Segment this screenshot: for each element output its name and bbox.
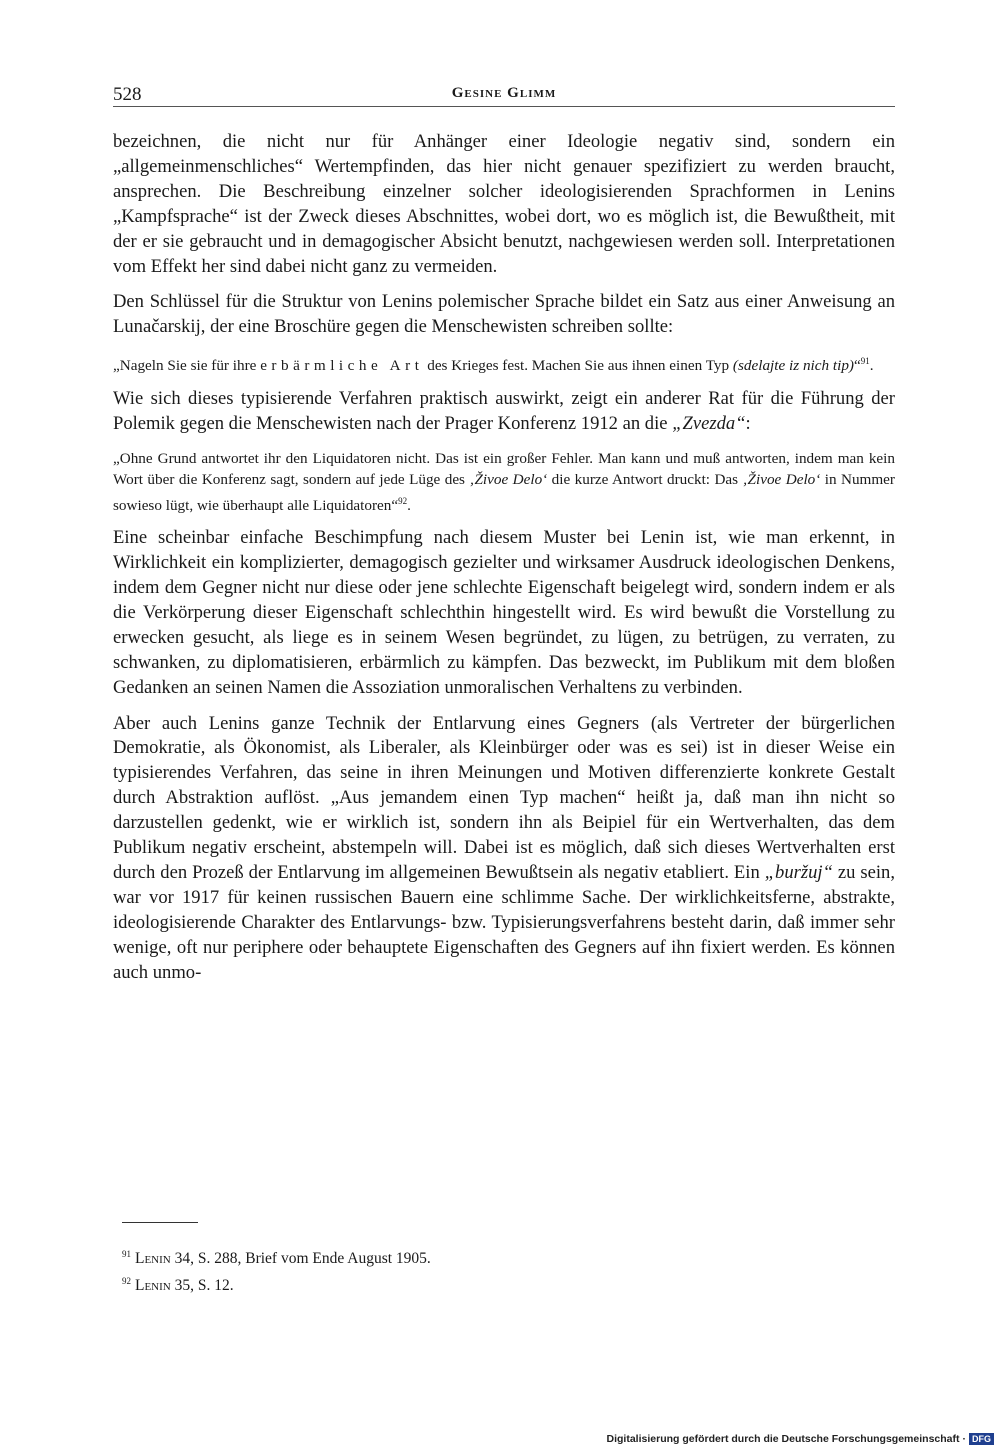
quote-text: die kurze Antwort druckt: Das <box>547 471 743 489</box>
footnote-92 <box>122 1270 882 1297</box>
page-header <box>113 84 895 107</box>
quote-text: . <box>869 357 874 375</box>
paragraph-5 <box>113 712 895 986</box>
running-head: Gesine Glimm <box>451 85 557 101</box>
footnote-text: 34, S. 288, Brief vom Ende August 1905. <box>170 1250 431 1268</box>
transliteration: (sdelajte iz nich tip) <box>732 357 854 375</box>
paragraph-text: zu sein, war vor 1917 für keinen russischen Bauern eine schlimme Sache. Der wirklichkeitsferne, abstrakte, ideologisierende Charakter des Entlarvungs- bzw. Typisierungsverfahrens besteht darin, daß immer sehr wenige, oft nur periphere oder behauptete Eigenschaften des Gegners auf ihn fixiert werden. Es können auch unmo- <box>113 861 895 983</box>
paragraph-text: Aber auch Lenins ganze Technik der Entlarvung eines Gegners (als Vertreter der bürgerlichen Demokratie, als Ökonomist, als Liberaler, als Kleinbürger oder was es sei) ist in dieser Weise ein typisierendes Verfahren, das seine in ihren Meinungen und Motiven differenzierte konkrete Gestalt durch Abstraktion auflöst. „Aus jemandem einen Typ machen“ heißt ja, daß man ihn nicht so darzustellen gedenkt, wie er wirklich ist, sondern ihn als Beipiel für ein Wertverhalten, das dem Publikum negativ erscheint, abstempeln will. Dabei ist es möglich, daß sich dieses Wertverhalten erst durch den Prozeß der Entlarvung im allgemeinen Bewußtsein als negativ etabliert. Ein <box>113 712 895 883</box>
block-quote-1 <box>113 351 895 377</box>
paragraph-2: Den Schlüssel für die Struktur von Lenins polemischer Sprache bildet ein Satz aus einer Anweisung an Lunačarskij, der eine Broschüre gegen die Menschewisten schreiben sollte: <box>113 291 895 338</box>
paragraph-text: : <box>745 412 751 434</box>
page-number: 528 <box>113 84 142 105</box>
footnote-ref-92[interactable]: 92 <box>398 495 408 506</box>
quote-text: “ <box>853 357 861 375</box>
footnote-91 <box>122 1243 882 1270</box>
digitization-credit <box>607 1433 994 1445</box>
footnote-text: 35, S. 12. <box>170 1277 234 1295</box>
credit-text: Digitalisierung gefördert durch die Deutsche Forschungsgemeinschaft <box>606 1433 960 1445</box>
paragraph-4: Eine scheinbar einfache Beschimpfung nach diesem Muster bei Lenin ist, wie man erkennt, in Wirklichkeit ein komplizierter, demagogisch gezielter und wirksamer Ausdruck ideologischen Denkens, indem dem Gegner nicht nur diese oder jene schlechte Eigenschaft beigelegt wird, sondern indem er als die Verkörperung dieser Eigenschaft schlechthin hingestellt wird. Es wird bewußt die Vorstellung zu erwecken gesucht, als liege es in seinem Wesen begründet, zu lügen, zu betrügen, zu verraten, zu schwanken, zu diplomatisieren, erbärmlich zu kämpfen. Das bezweckt, im Publikum mit dem bloßen Gedanken an seinen Namen die Assoziation unmoralischen Verhaltens zu verbinden. <box>113 527 895 698</box>
quote-text: des Krieges fest. Machen Sie aus ihnen einen Typ <box>423 357 733 375</box>
footnote-author: Lenin <box>135 1250 171 1268</box>
newspaper-title: ‚Živoe Delo‘ <box>742 471 821 489</box>
footnote-ref-91[interactable]: 91 <box>860 356 870 367</box>
main-text <box>113 130 895 997</box>
block-quote-2 <box>113 448 895 517</box>
footnotes <box>122 1243 882 1297</box>
quote-text: „Nageln Sie sie für ihre <box>113 357 261 375</box>
spaced-emphasis: erbärmliche Art <box>260 357 424 375</box>
newspaper-title: „Zvezda“ <box>672 412 746 434</box>
credit-separator: · <box>962 1433 966 1445</box>
newspaper-title: ‚Živoe Delo‘ <box>469 471 548 489</box>
footnote-author: Lenin <box>135 1277 171 1295</box>
dfg-logo-icon: DFG <box>969 1433 994 1445</box>
footnote-number: 92 <box>122 1276 131 1287</box>
paragraph-text: Wie sich dieses typisierende Verfahren praktisch auswirkt, zeigt ein anderer Rat für die Führung der Polemik gegen die Menschewisten nach der Prager Konferenz 1912 an die <box>113 387 895 434</box>
footnote-divider <box>122 1222 198 1223</box>
quote-text: „Ohne Grund antwortet ihr den Liquidatoren nicht. Das ist ein großer Fehler. Man kann und muß antworten, indem man kein Wort über die Konferenz sagt, sondern auf jede Lüge des <box>113 449 895 489</box>
footnote-number: 91 <box>122 1249 131 1259</box>
paragraph-3 <box>113 387 895 437</box>
quote-text: . <box>407 496 411 514</box>
paragraph-1: bezeichnen, die nicht nur für Anhänger einer Ideologie negativ sind, sondern ein „allgemeinmenschliches“ Wertempfinden, das hier nicht genauer spezifiziert zu werden braucht, ansprechen. Die Beschreibung einzelner solcher ideologisierenden Sprachformen in Lenins „Kampfsprache“ ist der Zweck dieses Abschnittes, wobei dort, wo es möglich ist, die Bewußtheit, mit der er sie gebraucht und in demagogischer Absicht benutzt, nachgewiesen werden soll. Interpretationen vom Effekt her sind dabei nicht ganz zu vermeiden. <box>113 131 895 277</box>
italic-term: „buržuj“ <box>764 861 833 883</box>
quote-text: in Nummer sowieso lügt, wie überhaupt alle Liquidatoren“ <box>113 471 895 514</box>
